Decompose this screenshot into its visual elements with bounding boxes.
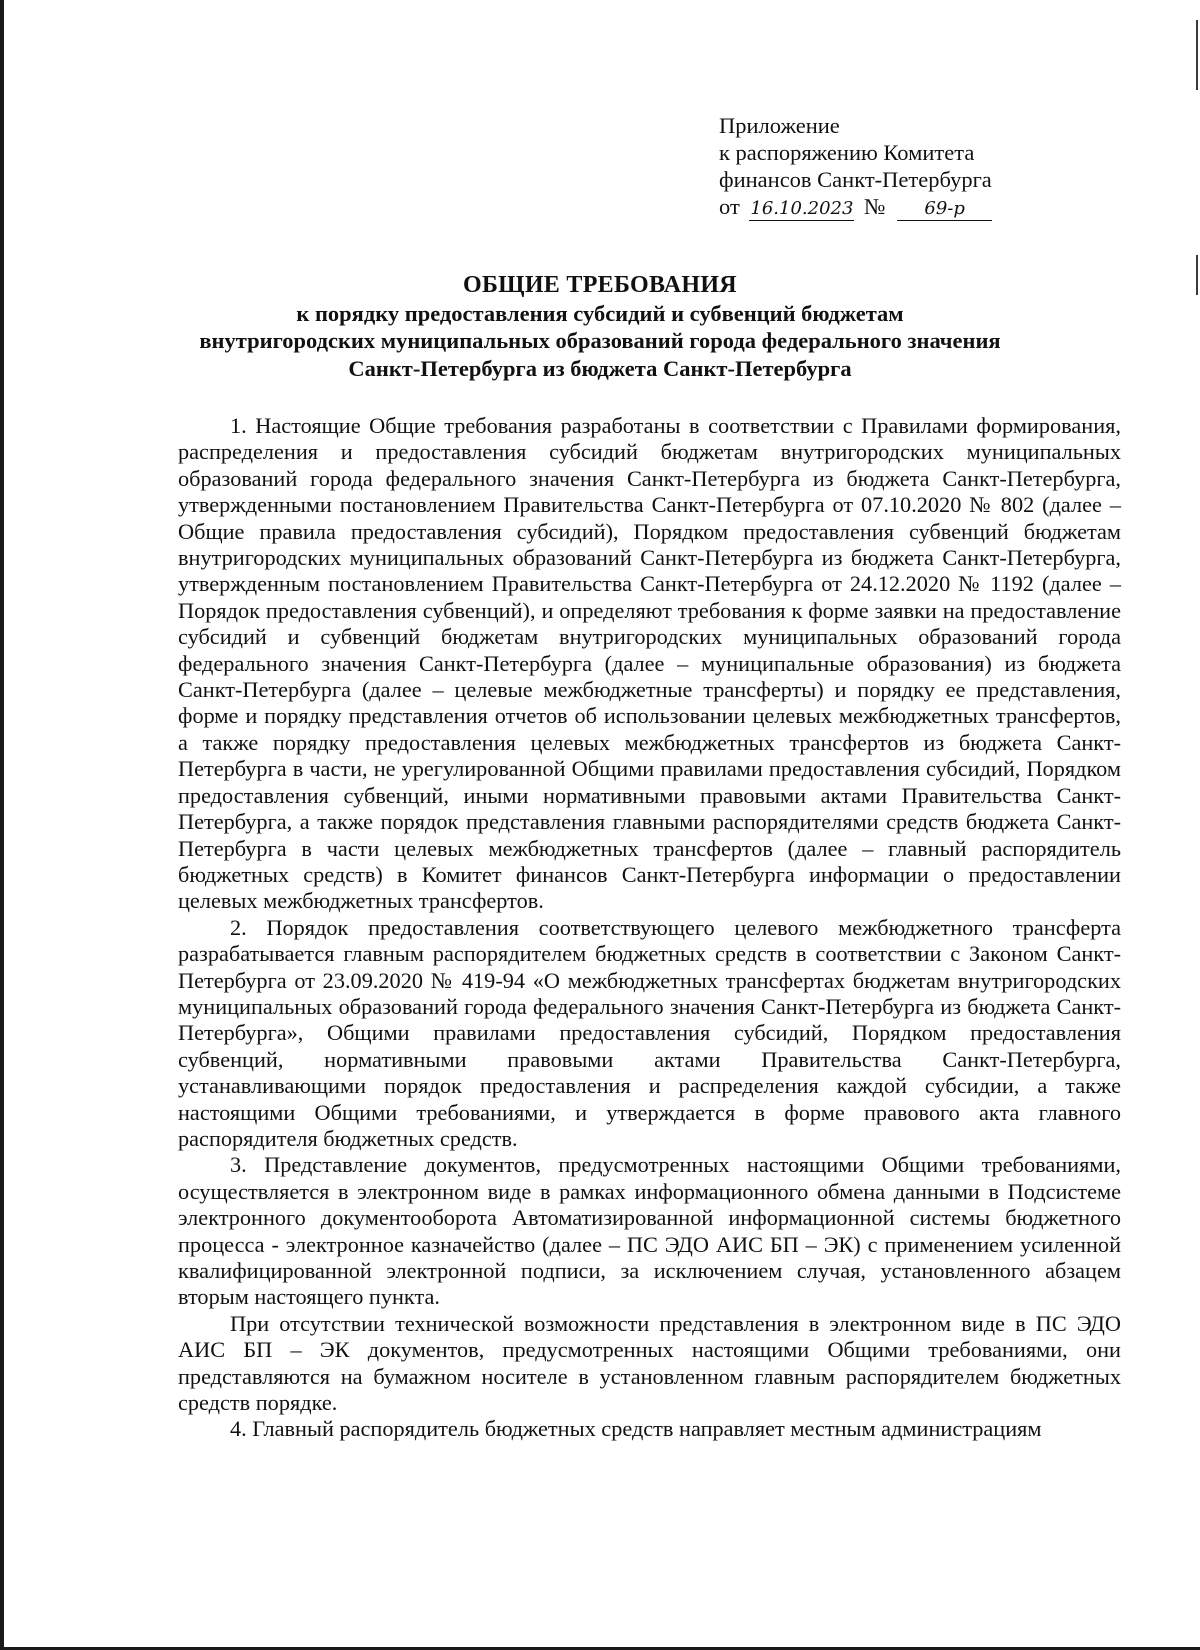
scan-edge-mark (1196, 20, 1198, 90)
appendix-date-line (719, 193, 992, 221)
paragraph-3: 3. Представление документов, предусмотренных настоящими Общими требованиями, осуществляется в электронном виде в рамках информационного обмена данными в Подсистеме электронного документооборота Автоматизированной информационной системы бюджетного процесса - электронное казначейство (далее – ПС ЭДО АИС БП – ЭК) с применением усиленной квалифицированной электронной подписи, за исключением случая, установленного абзацем вторым настоящего пункта. (178, 1152, 1121, 1310)
appendix-header (719, 112, 992, 221)
scan-edge-mark (1196, 255, 1198, 295)
handwritten-number: 69-р (897, 198, 992, 221)
date-prefix: от (719, 194, 740, 219)
document-body (178, 413, 1121, 1443)
scan-edge-left (0, 0, 4, 1650)
handwritten-date: 16.10.2023 (750, 198, 854, 219)
number-sign: № (864, 194, 886, 219)
title-main: ОБЩИЕ ТРЕБОВАНИЯ (463, 272, 737, 298)
title-subline: к порядку предоставления субсидий и субвенций бюджетам (296, 300, 904, 326)
paragraph-2: 2. Порядок предоставления соответствующего целевого межбюджетного трансферта разрабатывается главным распорядителем бюджетных средств в соответствии с Законом Санкт-Петербурга от 23.09.2020 № 419-94 «О межбюджетных трансфертах бюджетам внутригородских муниципальных образований города федерального значения Санкт-Петербурга из бюджета Санкт-Петербурга», Общими правилами предоставления субсидий, Порядком предоставления субвенций, нормативными правовыми актами Правительства Санкт-Петербурга, устанавливающими порядок предоставления и распределения каждой субсидии, а также настоящими Общими требованиями, и утверждается в форме правового акта главного распорядителя бюджетных средств. (178, 914, 1121, 1151)
appendix-line: Приложение (719, 113, 840, 138)
document-title (160, 272, 1040, 382)
title-subline: Санкт-Петербурга из бюджета Санкт-Петербурга (348, 355, 852, 381)
paragraph-3-second: При отсутствии технической возможности представления в электронном виде в ПС ЭДО АИС БП – ЭК документов, предусмотренных настоящими Общими требованиями, они представляются на бумажном носителе в установленном главным распорядителем бюджетных средств порядке. (178, 1310, 1121, 1416)
appendix-line: финансов Санкт-Петербурга (719, 167, 992, 192)
appendix-line: к распоряжению Комитета (719, 140, 975, 165)
paragraph-1: 1. Настоящие Общие требования разработаны в соответствии с Правилами формирования, распределения и предоставления субсидий бюджетам внутригородских муниципальных образований города федерального значения Санкт-Петербурга из бюджета Санкт-Петербурга, утвержденными постановлением Правительства Санкт-Петербурга от 07.10.2020 № 802 (далее – Общие правила предоставления субсидий), Порядком предоставления субвенций бюджетам внутригородских муниципальных образований Санкт-Петербурга из бюджета Санкт-Петербурга, утвержденным постановлением Правительства Санкт-Петербурга от 24.12.2020 № 1192 (далее – Порядок предоставления субвенций), и определяют требования к форме заявки на предоставление субсидий и субвенций бюджетам внутригородских муниципальных образований города федерального значения Санкт-Петербурга (далее – муниципальные образования) из бюджета Санкт-Петербурга (далее – целевые межбюджетные трансферты) и порядку ее представления, форме и порядку представления отчетов об использовании целевых межбюджетных трансфертов, а также порядку предоставления целевых межбюджетных трансфертов из бюджета Санкт-Петербурга в части, не урегулированной Общими правилами предоставления субсидий, Порядком предоставления субвенций, иными нормативными правовыми актами Правительства Санкт-Петербурга, а также порядок представления главными распорядителями средств бюджета Санкт-Петербурга в части целевых межбюджетных трансфертов (далее – главный распорядитель бюджетных средств) в Комитет финансов Санкт-Петербурга информации о предоставлении целевых межбюджетных трансфертов. (178, 413, 1121, 914)
paragraph-4: 4. Главный распорядитель бюджетных средств направляет местным администрациям (230, 1416, 1042, 1442)
title-subline: внутригородских муниципальных образований города федерального значения (199, 328, 1001, 353)
